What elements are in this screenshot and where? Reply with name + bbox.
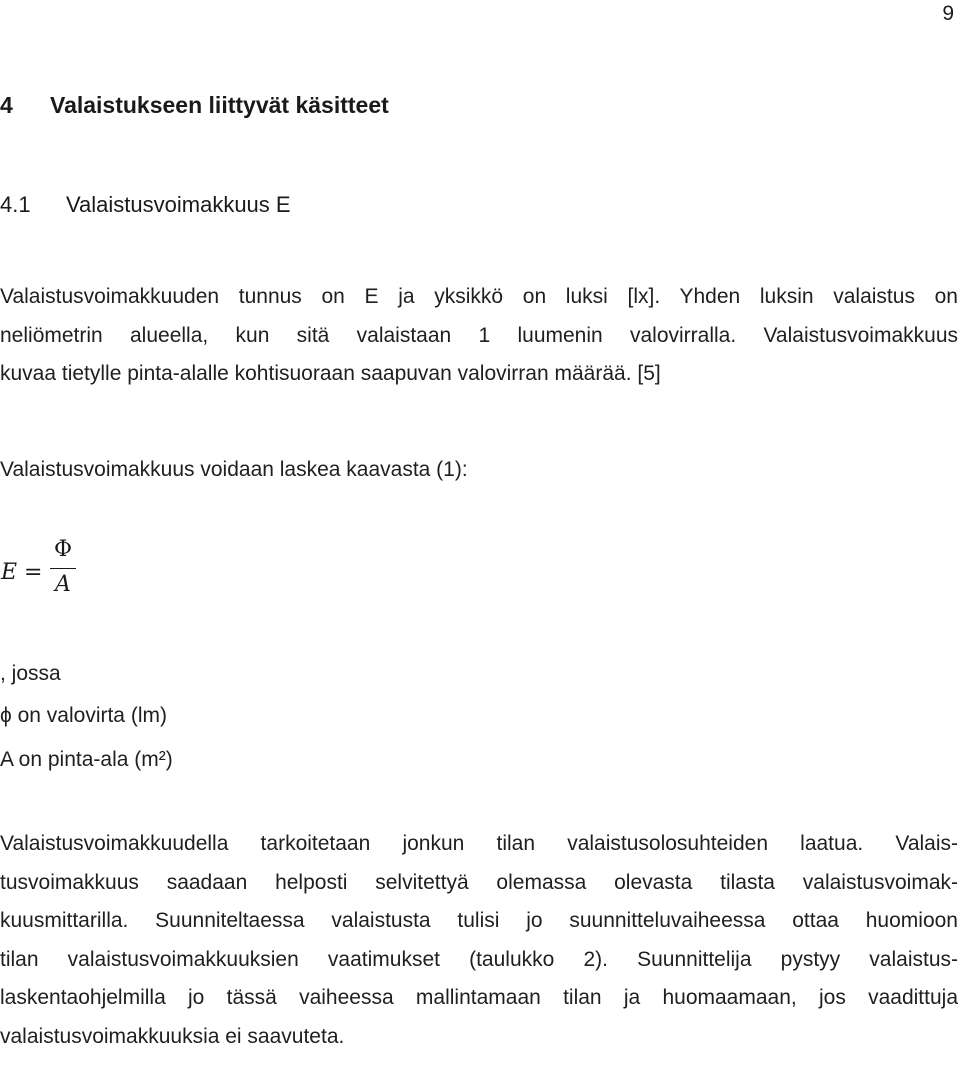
chapter-title: Valaistukseen liittyvät käsitteet bbox=[50, 92, 389, 118]
paragraph-line: Valaistusvoimakkuudella tarkoitetaan jonkun tilan valaistusolosuhteiden laatua. Valais- bbox=[0, 832, 958, 855]
chapter-heading bbox=[0, 90, 389, 120]
chapter-number: 4 bbox=[0, 92, 13, 118]
page-number: 9 bbox=[942, 2, 954, 25]
paragraph-line: neliömetrin alueella, kun sitä valaistaan 1 luumenin valovirralla. Valaistusvoimakkuus bbox=[0, 323, 958, 347]
section-number: 4.1 bbox=[0, 192, 31, 217]
paragraph-line: kuusmittarilla. Suunniteltaessa valaistusta tulisi jo suunnitteluvaiheessa ottaa huomioon bbox=[0, 909, 958, 932]
paragraph-line: laskentaohjelmilla jo tässä vaiheessa mallintamaan tilan ja huomaamaan, jos vaadittuja bbox=[0, 986, 958, 1009]
section-title: Valaistusvoimakkuus E bbox=[66, 192, 291, 217]
formula bbox=[0, 536, 120, 606]
formula-fraction bbox=[50, 536, 76, 599]
formula-equals: = bbox=[24, 560, 43, 585]
paragraph-line: valaistusvoimakkuuksia ei saavuteta. bbox=[0, 1024, 345, 1048]
definition-area: A on pinta-ala (m²) bbox=[0, 748, 173, 771]
formula-numerator: Φ bbox=[53, 537, 73, 562]
formula-intro: Valaistusvoimakkuus voidaan laskea kaavasta (1): bbox=[0, 458, 468, 481]
paragraph-requirements bbox=[0, 825, 958, 1056]
fraction-bar bbox=[50, 568, 76, 569]
paragraph-definition bbox=[0, 278, 958, 394]
definition-flux: ϕ on valovirta (lm) bbox=[0, 704, 167, 727]
formula-denominator: A bbox=[55, 572, 71, 597]
paragraph-line: tilan valaistusvoimakkuuksien vaatimukset (taulukko 2). Suunnittelija pystyy valaistus- bbox=[0, 947, 958, 971]
paragraph-line: tusvoimakkuus saadaan helposti selvitettyä olemassa olevasta tilasta valaistusvoimak- bbox=[0, 870, 958, 894]
section-heading bbox=[0, 190, 291, 220]
where-label: , jossa bbox=[0, 662, 61, 685]
paragraph-line: kuvaa tietylle pinta-alalle kohtisuoraan saapuvan valovirran määrää. [5] bbox=[0, 362, 661, 385]
paragraph-line: Valaistusvoimakkuuden tunnus on E ja yksikkö on luksi [lx]. Yhden luksin valaistus on bbox=[0, 285, 958, 308]
formula-lhs: E bbox=[1, 560, 18, 585]
